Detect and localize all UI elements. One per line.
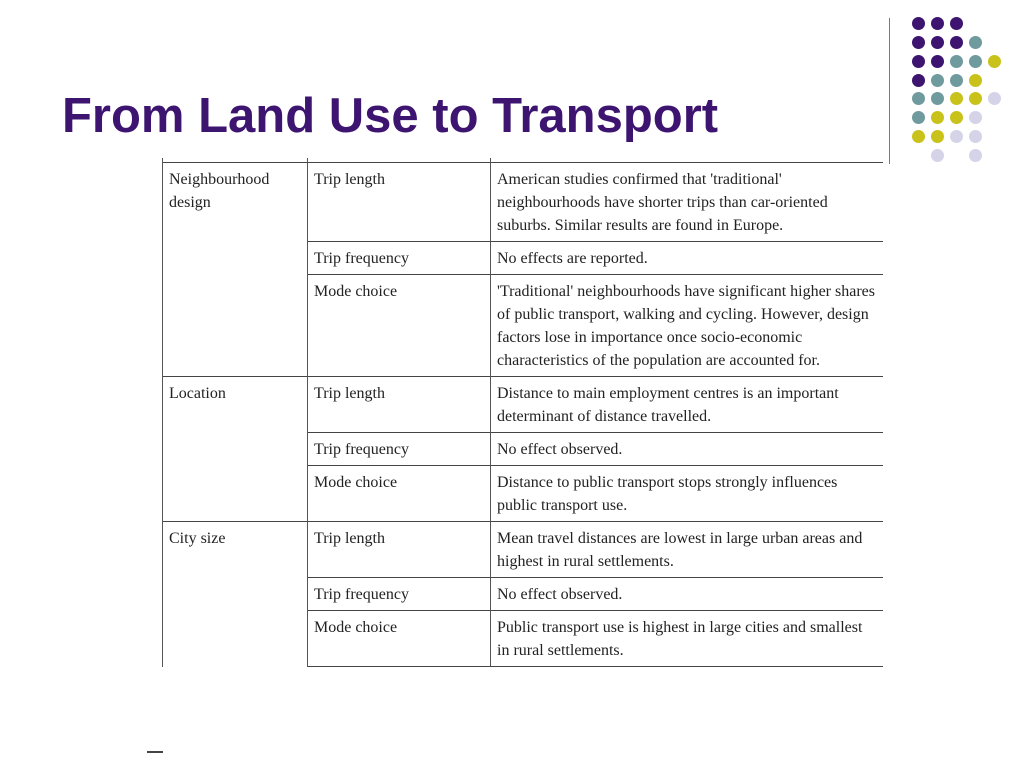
slide-title: From Land Use to Transport — [62, 89, 719, 143]
finding-cell: No effect observed. — [491, 433, 884, 466]
finding-cell: No effect observed. — [491, 578, 884, 611]
decorative-dot — [950, 130, 963, 143]
decorative-dot — [912, 130, 925, 143]
table-bottom-rule — [147, 751, 163, 753]
findings-table — [162, 158, 883, 667]
decorative-dot — [969, 74, 982, 87]
decorative-dot — [950, 74, 963, 87]
effect-cell: Trip length — [308, 163, 491, 242]
decorative-dot — [912, 111, 925, 124]
effect-cell: Trip frequency — [308, 578, 491, 611]
finding-cell: Mean travel distances are lowest in large urban areas and highest in rural settlements. — [491, 522, 884, 578]
finding-cell: 'Traditional' neighbourhoods have significant higher shares of public transport, walking and cycling. However, design factors lose in importance once socio-economic characteristics of the population are accounted for. — [491, 275, 884, 377]
effect-cell: Mode choice — [308, 611, 491, 667]
decorative-dot — [912, 55, 925, 68]
decorative-dot — [950, 92, 963, 105]
effect-cell: Mode choice — [308, 466, 491, 522]
finding-cell: Public transport use is highest in large cities and smallest in rural settlements. — [491, 611, 884, 667]
finding-cell: Distance to main employment centres is an important determinant of distance travelled. — [491, 377, 884, 433]
decorative-dot — [931, 92, 944, 105]
title-divider — [889, 18, 890, 164]
decorative-dot — [969, 130, 982, 143]
decorative-dot — [931, 36, 944, 49]
finding-cell: Distance to public transport stops strongly influences public transport use. — [491, 466, 884, 522]
effect-cell: Trip frequency — [308, 433, 491, 466]
decorative-dot — [912, 36, 925, 49]
finding-cell: American studies confirmed that 'traditional' neighbourhoods have shorter trips than car-oriented suburbs. Similar results are found in Europe. — [491, 163, 884, 242]
table-row — [163, 522, 884, 578]
effect-cell: Trip length — [308, 377, 491, 433]
decorative-dot — [912, 92, 925, 105]
decorative-dot — [969, 111, 982, 124]
decorative-dot — [912, 74, 925, 87]
decorative-dot — [988, 92, 1001, 105]
finding-cell: No effects are reported. — [491, 242, 884, 275]
decorative-dot — [950, 17, 963, 30]
decorative-dot — [912, 17, 925, 30]
decorative-dot — [931, 55, 944, 68]
decorative-dot — [969, 36, 982, 49]
decorative-dot — [969, 149, 982, 162]
decorative-dot — [950, 36, 963, 49]
decorative-dot — [950, 111, 963, 124]
decorative-dot — [988, 55, 1001, 68]
decorative-dot — [950, 55, 963, 68]
table-row — [163, 163, 884, 242]
factor-cell: Location — [163, 377, 308, 522]
decorative-dot — [931, 17, 944, 30]
effect-cell: Trip length — [308, 522, 491, 578]
effect-cell: Mode choice — [308, 275, 491, 377]
decorative-dot — [931, 149, 944, 162]
decorative-dot — [969, 55, 982, 68]
findings-table-image — [147, 158, 887, 758]
factor-cell: City size — [163, 522, 308, 667]
decorative-dot — [969, 92, 982, 105]
decorative-dot — [931, 130, 944, 143]
factor-cell: Neighbourhood design — [163, 163, 308, 377]
decorative-dot — [931, 74, 944, 87]
table-row — [163, 377, 884, 433]
decorative-dot — [931, 111, 944, 124]
effect-cell: Trip frequency — [308, 242, 491, 275]
